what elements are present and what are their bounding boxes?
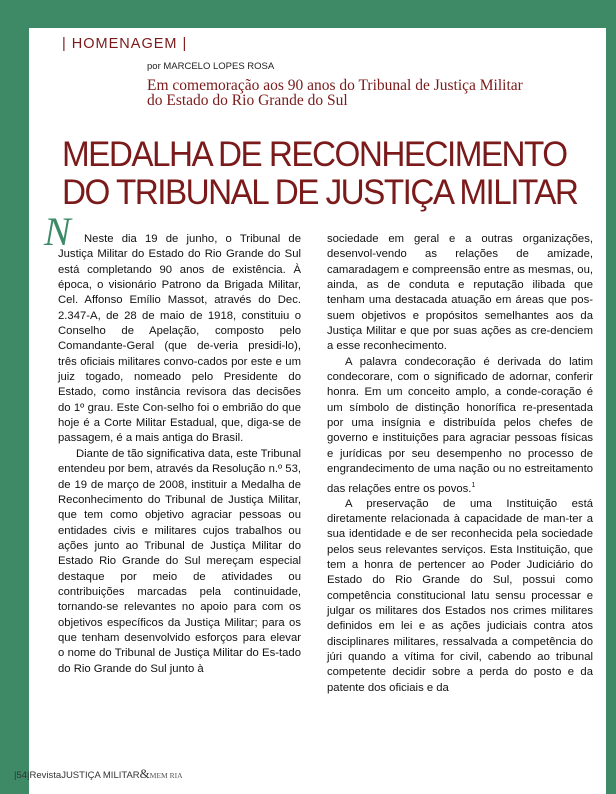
text-column-right [327,232,593,696]
drop-cap: N [44,209,71,254]
section-label: | HOMENAGEM | [62,36,188,52]
author-byline: por MARCELO LOPES ROSA [147,61,275,72]
text-column-left [58,232,301,677]
article-title [62,135,578,212]
title-line-2: DO TRIBUNAL DE JUSTIÇA MILITAR [62,173,578,212]
paragraph: Diante de tão significativa data, este Tribunal entendeu por bem, através da Resolução n.º 53, de 19 de março de 2008, instituir a Medalha de Reconhecimento do Tribunal de Justiça Militar, que tem como objetivo agraciar pessoas ou entidades civis e militares cujos trabalhos ou ações junto ao Tribunal de Justiça Militar do Estado Rio Grande do Sul mereçam especial destaque por meio de atividades ou contribuições marcadas pela continuidade, tornando-se relevantes no apoio para com os objetivos específicos da Justiça Militar; para os que tenham desenvolvido esforços para elevar o nome do Tribunal de Justiça Militar do Es-tado do Rio Grande do Sul junto à [58,447,301,675]
paragraph [327,355,593,497]
subtitle-line-2: do Estado do Rio Grande do Sul [147,92,348,109]
magazine-name: RevistaJUSTIÇA MILITAR [29,770,140,781]
left-frame-bar [0,0,29,794]
title-line-1: MEDALHA DE RECONHECIMENTO [62,135,567,174]
magazine-ampersand: & [139,766,150,781]
top-frame-bar [0,0,616,28]
paragraph: Neste dia 19 de junho, o Tribunal de Justiça Militar do Estado do Rio Grande do Sul está completando 90 anos de existência. À época, o visionário Patrono da Brigada Militar, Cel. Affonso Emílio Massot, através do Dec. 2.347-A, de 28 de maio de 1918, constituiu o Conselho de Apelação, composto pelo Comandante-Geral (que de-veria presidi-lo), três oficiais militares convo-cados por este e um juiz togado, nomeado pelo Presidente do Estado, como instância revisora das decisões do 1º grau. Este Con-selho foi o embrião do que hoje é a Corte Militar Estadual, que, diga-se de passagem, é a mais antiga do Brasil. [58,233,301,445]
footnote-marker: 1 [471,481,476,489]
subtitle-line-1: Em comemoração aos 90 anos do Tribunal de Justiça Militar [147,77,523,94]
page-number: |54| [14,770,30,781]
right-frame-bar [606,0,616,794]
paragraph: sociedade em geral e a outras organizações, desenvol-vendo as relações de amizade, camaradagem e compreensão entre as mesmas, ou, ainda, as de conduta e reputação ilibada que tenham uma destacada atuação em áreas que pos-suem objetivos e propósitos semelhantes aos da Justiça Militar e que por suas ações as cre-denciem a esse reconhecimento. [327,233,593,353]
magazine-name-tail: MEM RIA [149,771,183,780]
article-subtitle [147,78,612,108]
paragraph-text: A palavra condecoração é derivada do latim condecorare, com o significado de adornar, conferir honra. Em um conceito amplo, a conde-coração é um símbolo de distinção honorífica re-presentada por uma insígnia e distribuída pelos chefes de governo e instituições para agraciar pessoas físicas e jurídicas por seu desempenho no processo de engrandecimento de uma nação ou no estreitamento das relações entre os povos. [327,355,593,495]
page-footer [14,766,183,782]
paragraph: A preservação de uma Instituição está diretamente relacionada à capacidade de man-ter a sua identidade e de ser reconhecida pela sociedade pelos seus relevantes serviços. Esta Instituição, que tem a honra de pertencer ao Poder Judiciário do Estado do Rio Grande do Sul, possui como competência constitucional latu sensu processar e julgar os militares dos Estados nos crimes militares definidos em lei e as ações judiciais contra atos disciplinares militares, ressalvada a competência do júri quando a vítima for civil, cabendo ao tribunal competente decidir sobre a perda do posto e da patente dos oficiais e da [327,497,593,694]
